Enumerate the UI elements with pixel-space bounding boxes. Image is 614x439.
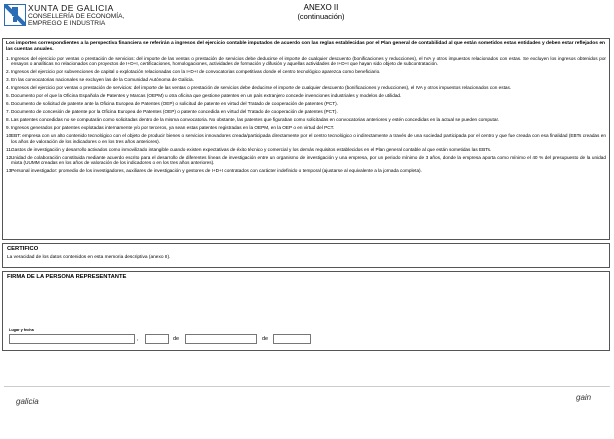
note-item: 7. Documento de concesión de patente por la Oficina Europea de Patentes (OEP) o patente concedida en virtud del Tratado de cooperación de patentes (PCT). <box>6 109 338 115</box>
note-item: 3. En las convocatorias nacionales se excluyen las de la Comunidad Autónoma de Galicia. <box>6 77 194 83</box>
org-sub-2: EMPREGO E INDUSTRIA <box>28 20 106 28</box>
day-field[interactable] <box>145 334 169 344</box>
certify-box <box>2 243 610 268</box>
comma-separator: , <box>137 336 139 342</box>
signature-box <box>2 271 610 351</box>
note-item: 10. EBT: empresa con un alto contenido tecnológico con el objeto de producir bienes o servicios innovadores creada/participada directamente por el centro tecnológico o indirectamente a través de una sociedad participada por el centro y que fue creada con esa finalidad (EBTs creadas en los años de valoración de los indicadores o en los tres años anteriores). <box>6 133 606 144</box>
annex-title: ANEXO II <box>303 3 339 12</box>
gain-logo: gain <box>576 393 592 402</box>
note-item: 6. Documento de solicitud de patente ante la Oficina Europea de Patentes (OEP) o solicitud de patente en virtud del Tratado de cooperación de patentes (PCT). <box>6 101 339 107</box>
certify-title: CERTIFICO <box>7 246 39 252</box>
notes-list <box>6 56 606 174</box>
place-field[interactable] <box>9 334 135 344</box>
year-field[interactable] <box>273 334 311 344</box>
org-name: XUNTA DE GALICIA <box>28 3 114 13</box>
note-item: 4. Ingresos del ejercicio por ventas o prestación de servicios: del importe de las ventas o prestación de servicios debe deducirse el importe de cualquier descuento (bonificaciones y reducciones), el IVA y otros impuestos relacionados con estas. <box>6 85 512 91</box>
note-item: 8. Las patentes concedidas no se computarán como solicitadas dentro de la misma convocatoria. No obstante, las patentes que figuraban como solicitadas en convocatorias anteriores y estén concedidas en la actual se pueden computar. <box>6 117 500 123</box>
note-item: 13. Personal investigador: promedio de los investigadores, auxiliares de investigación y gestores de I+D+I contratados con carácter indefinido o temporal (ajustarse al equivalente a la jornada completa). <box>6 168 422 174</box>
org-block <box>28 3 124 28</box>
org-sub-1: CONSELLERÍA DE ECONOMÍA, <box>28 13 125 20</box>
note-item: 11. Gastos de investigación y desarrollo activados como inmovilizado intangible cuando existen expectativas de éxito técnico y comercial y los demás requisitos establecidos en el Plan general contable al que están sometidas las EBTs. <box>6 146 492 152</box>
note-item: 12. Unidad de colaboración constituida mediante acuerdo escrito para el desarrollo de diferentes líneas de investigación entre un organismo de investigación y una empresa, por un periodo mínimo de 3 años, donde la empresa aporta como mínimo el 40 % del presupuesto de la unidad mixta (UUMM creadas en los años de valoración de los indicadores o en los tres años anteriores). <box>6 154 606 166</box>
certify-text: La veracidad de los datos contenidos en esta memoria descriptiva (anexo II). <box>7 255 171 260</box>
de-separator-2: de <box>262 336 269 342</box>
footer-divider <box>4 386 610 387</box>
notes-intro: Los importes correspondientes a la perspectiva financiera se referirán a ingresos del ejercicio contable imputados de acuerdo con las reglas establecidas por el Plan general de contabilidad al que están sometidos estas entidades y deben estar reflejados en las cuentas anuales. <box>6 41 606 52</box>
signature-title: FIRMA DE LA PERSONA REPRESENTANTE <box>7 274 127 280</box>
note-item: 9. Ingresos generados por patentes explotadas internamente y/o por terceros, ya sean estas patentes registradas en la OEPM, en la OEP o en virtud del PCT. <box>6 125 335 131</box>
annex-heading <box>276 3 366 21</box>
annex-subtitle: (continuación) <box>297 12 345 21</box>
month-field[interactable] <box>185 334 257 344</box>
note-item: 5. Documento por el que la Oficina Española de Patentes y Marcas (OEPM) u otra oficina que gestione patentes en un país extranjero concede invenciones industriales y modelos de utilidad. <box>6 93 402 99</box>
de-separator-1: de <box>173 336 180 342</box>
note-item: 2. Ingresos del ejercicio por subvenciones de capital o explotación relacionadas con la I+D+I de convocatorias competitivas donde el centro tecnológico aparezca como beneficiario. <box>6 69 381 75</box>
note-item: 1. Ingresos del ejercicio por ventas o prestación de servicios: del importe de las ventas o prestación de servicios debe deducirse el importe de cualquier descuento (bonificaciones y reducciones), el IVA y otros impuestos relacionados con estas. Se excluyen los ingresos obtenidos por ensayos o analíticas no relacionados con proyectos de I+D+I, certificaciones, homologaciones, actividades de formación y difusión y aquellas actividades de I+D+I que hayan sido objeto de subcontratación. <box>6 55 606 67</box>
page-header <box>0 0 614 36</box>
notes-box <box>2 38 610 240</box>
galicia-flag-icon <box>4 4 26 26</box>
place-date-label: Lugar y fecha <box>9 328 34 332</box>
galicia-logo: galicia <box>16 397 39 406</box>
